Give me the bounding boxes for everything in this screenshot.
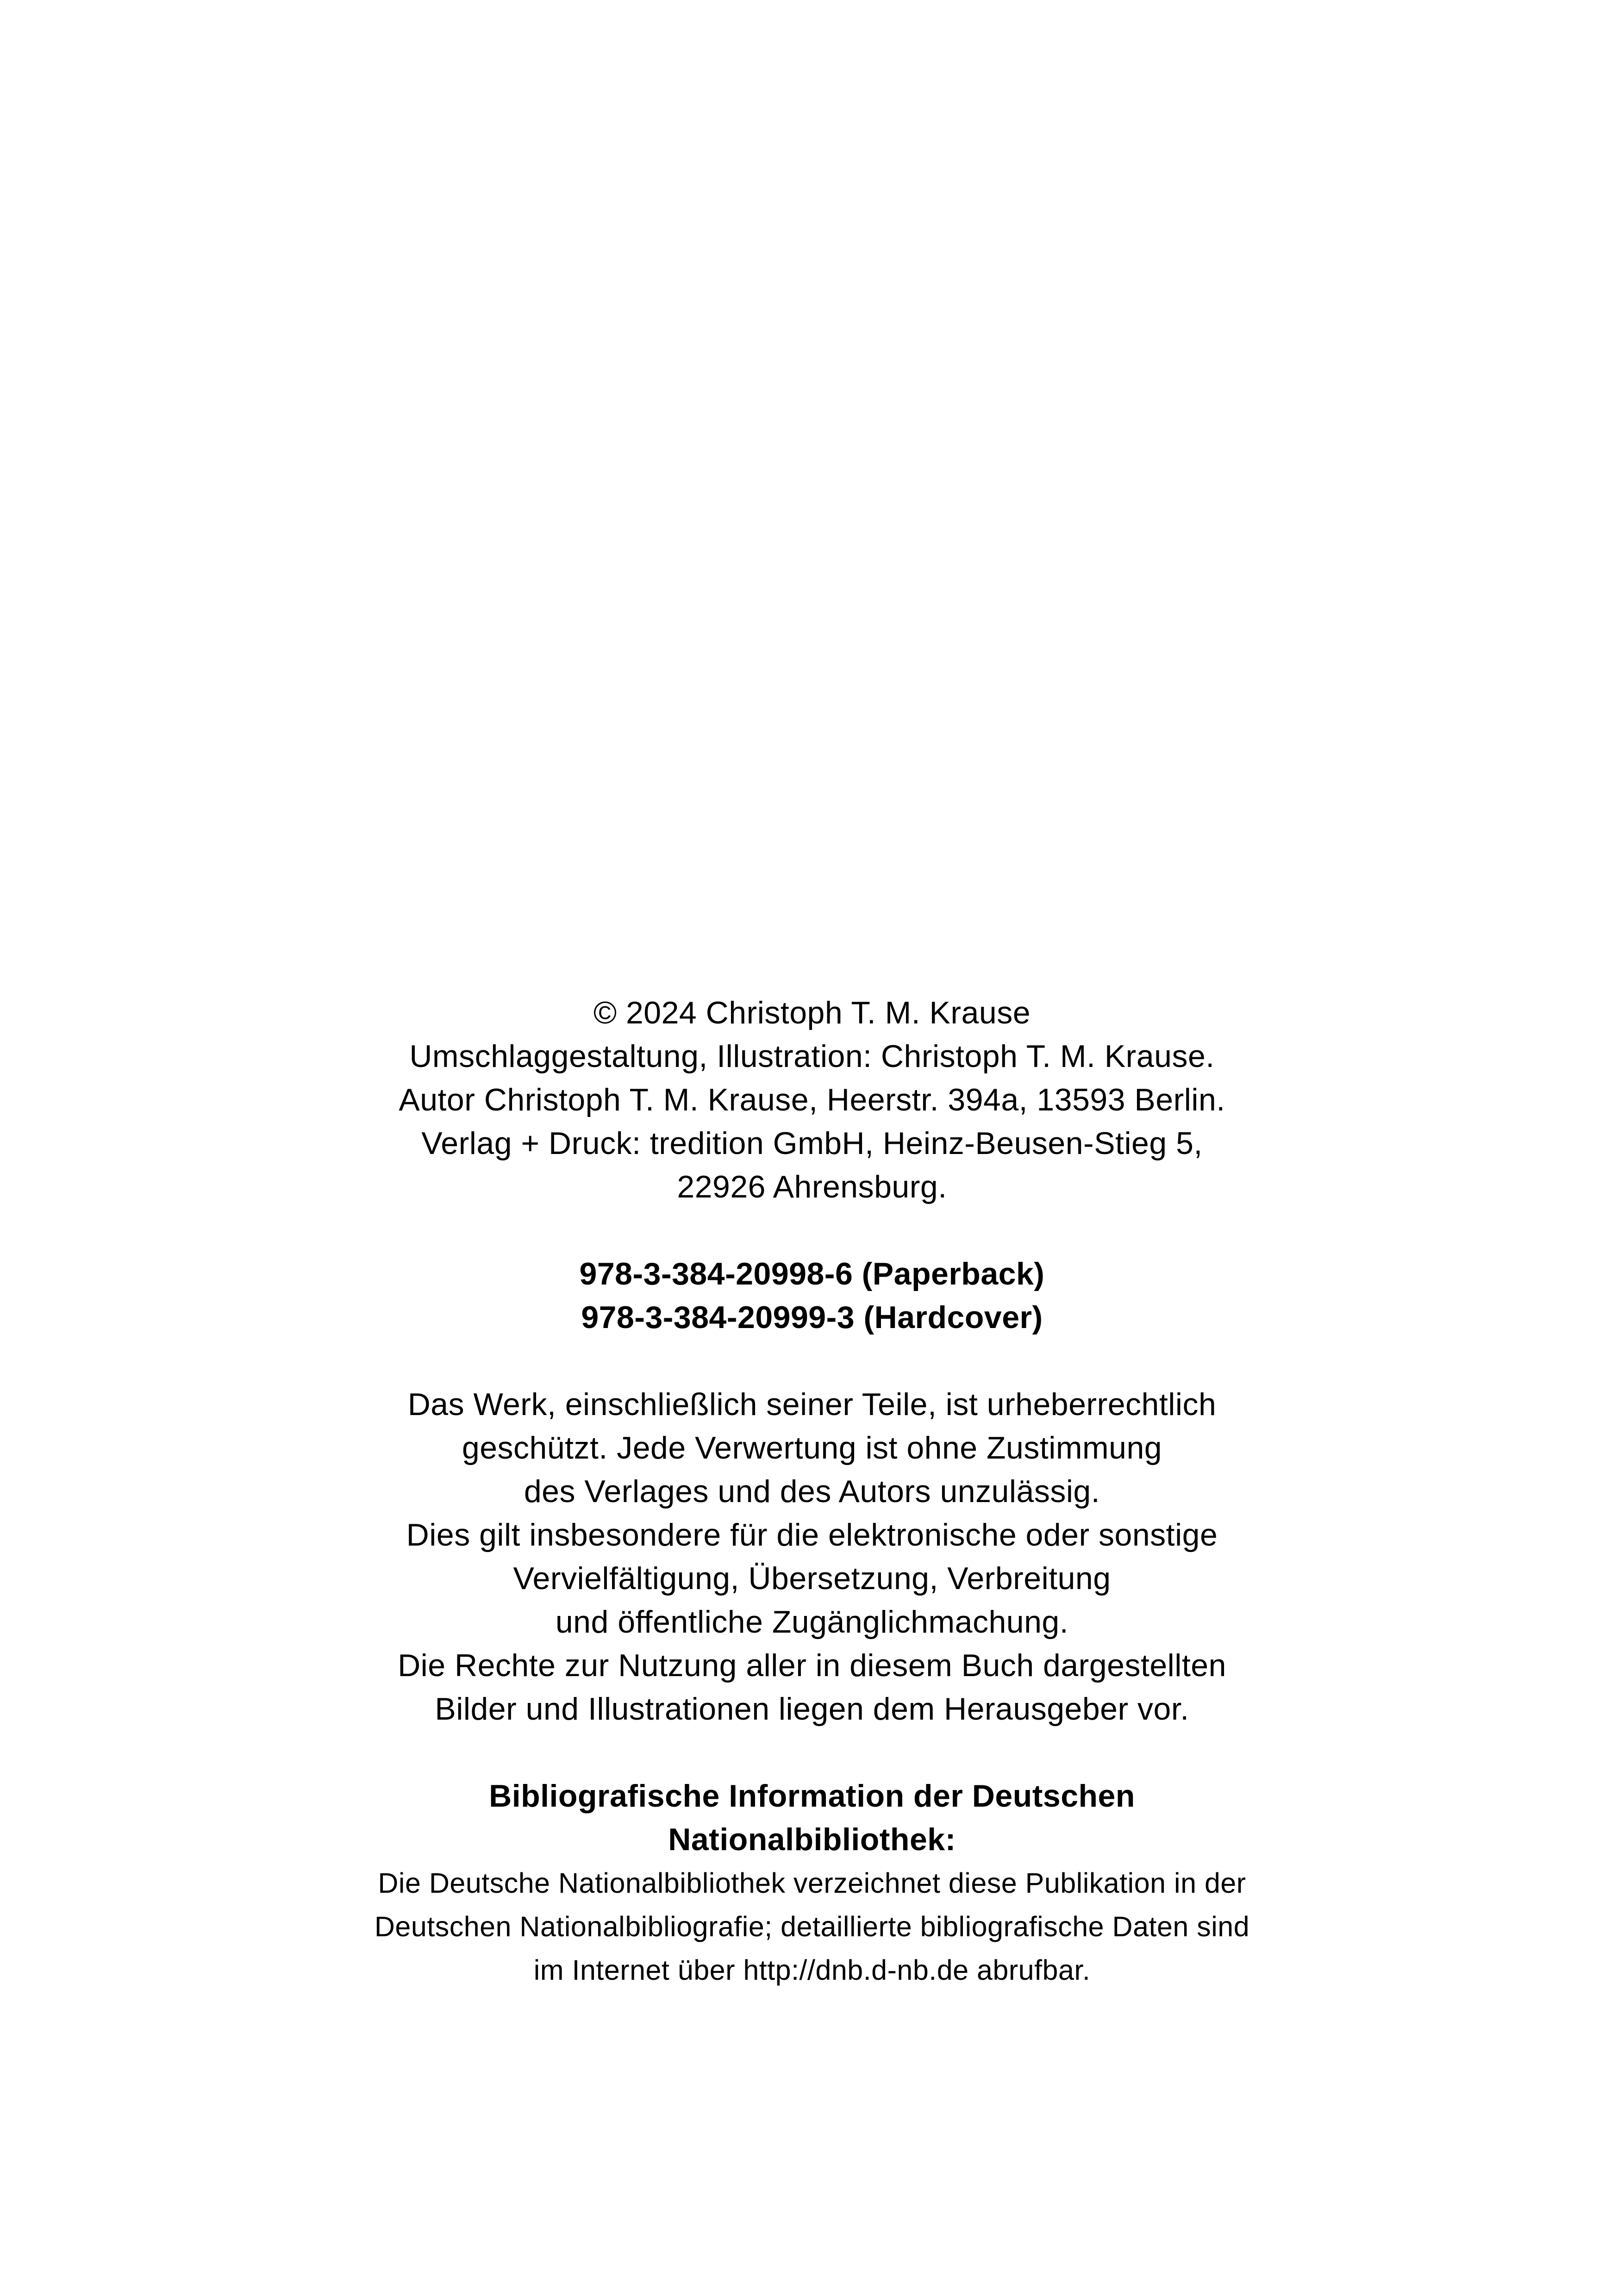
bibliographic-paragraph (0, 1861, 1624, 1992)
bibliographic-line: Die Deutsche Nationalbibliothek verzeichnet diese Publikation in der (378, 1867, 1246, 1899)
bibliographic-heading (0, 1774, 1624, 1861)
rights-paragraph (0, 1383, 1624, 1731)
rights-line: Dies gilt insbesondere für die elektronische oder sonstige (406, 1517, 1218, 1553)
bibliographic-line: Deutschen Nationalbibliografie; detaillierte bibliografische Daten sind (374, 1911, 1250, 1942)
bibliographic-heading-line: Nationalbibliothek: (668, 1822, 956, 1857)
isbn-hardcover-line: 978-3-384-20999-3 (Hardcover) (581, 1300, 1043, 1335)
isbn-paperback-line: 978-3-384-20998-6 (Paperback) (579, 1256, 1045, 1291)
dnb-url-line: im Internet über http://dnb.d-nb.de abrufbar. (533, 1954, 1091, 1986)
bibliographic-heading-line: Bibliografische Information der Deutschen (489, 1778, 1135, 1814)
rights-line: Vervielfältigung, Übersetzung, Verbreitung (513, 1561, 1111, 1596)
rights-line: des Verlages und des Autors unzulässig. (524, 1474, 1100, 1509)
rights-line: und öffentliche Zugänglichmachung. (555, 1604, 1069, 1640)
rights-line: Die Rechte zur Nutzung aller in diesem Buch dargestellten (398, 1648, 1226, 1683)
isbn-paragraph (0, 1252, 1624, 1339)
imprint-text-block (0, 991, 1624, 1992)
copyright-line: © 2024 Christoph T. M. Krause (593, 995, 1031, 1030)
rights-line: Bilder und Illustrationen liegen dem Herausgeber vor. (435, 1691, 1189, 1727)
cover-design-line: Umschlaggestaltung, Illustration: Christoph T. M. Krause. (409, 1039, 1215, 1074)
publisher-line: Verlag + Druck: tredition GmbH, Heinz-Beusen-Stieg 5, (421, 1126, 1203, 1161)
publisher-city-line: 22926 Ahrensburg. (677, 1169, 947, 1204)
author-address-line: Autor Christoph T. M. Krause, Heerstr. 394a, 13593 Berlin. (399, 1082, 1225, 1117)
copyright-paragraph (0, 991, 1624, 1209)
rights-line: Das Werk, einschließlich seiner Teile, ist urheberrechtlich (407, 1387, 1217, 1422)
rights-line: geschützt. Jede Verwertung ist ohne Zustimmung (462, 1430, 1162, 1466)
